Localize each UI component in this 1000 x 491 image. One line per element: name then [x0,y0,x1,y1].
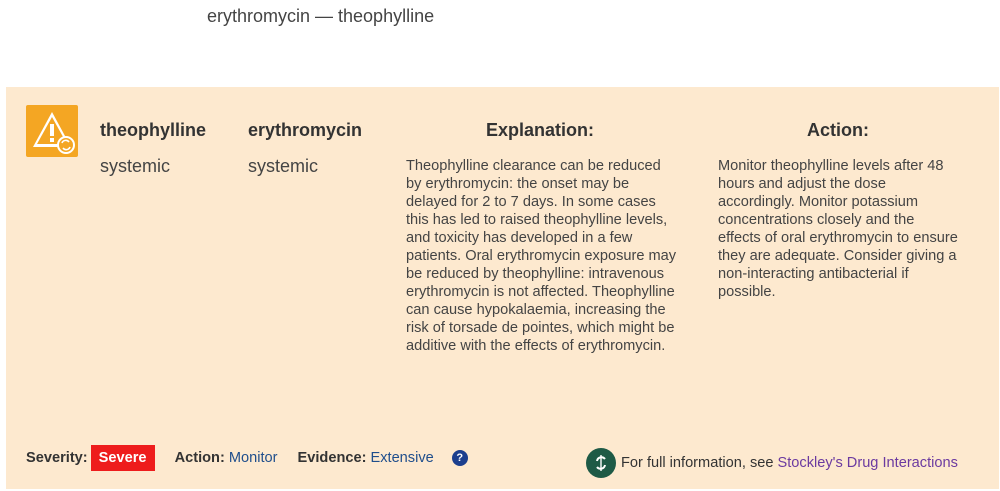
interaction-summary: Severity : Severe Action : Monitor Evidence : Extensive ? [26,444,468,472]
explanation-heading: Explanation: [485,120,594,140]
warning-triangle-icon [26,105,78,157]
page-title: erythromycin — theophylline [207,6,435,26]
drug1-route: systemic [100,156,171,176]
interaction-card [6,87,999,489]
action-text: Monitor theophylline levels after 48 hours and adjust the dose accordingly. Monitor potassium concentrations closely and the effects of oral erythromycin to ensure they are adequate. Consider giving a non-interacting antibacterial if possible. [718,158,958,300]
severity-badge: Severe [91,445,155,471]
stockley-logo-icon [586,448,616,478]
drug2-name: erythromycin [248,120,363,140]
drug2-route: systemic [248,156,319,176]
evidence-label: Evidence [297,450,362,466]
stockley-link[interactable]: Stockley's Drug Interactions [777,455,958,471]
evidence-value: Extensive [370,450,434,466]
full-info-note [586,448,958,478]
severity-label: Severity [26,450,83,466]
full-info-prefix: For full information, see [621,455,774,471]
help-icon[interactable]: ? [452,450,468,466]
explanation-text: Theophylline clearance can be reduced by erythromycin: the onset may be delayed for 2 to 7 days. In some cases this has led to raised theophylline levels, and toxicity has developed in a few patients. Oral erythromycin exposure may be reduced by theophylline: intravenous erythromycin is not affected. Theophylline can cause hypokalaemia, increasing the risk of torsade de pointes, which might be additive with the effects of erythromycin. [406,158,677,354]
action-value: Monitor [228,450,278,466]
action-heading: Action: [807,120,869,140]
drug1-name: theophylline [100,120,207,140]
action-label: Action [174,450,220,466]
